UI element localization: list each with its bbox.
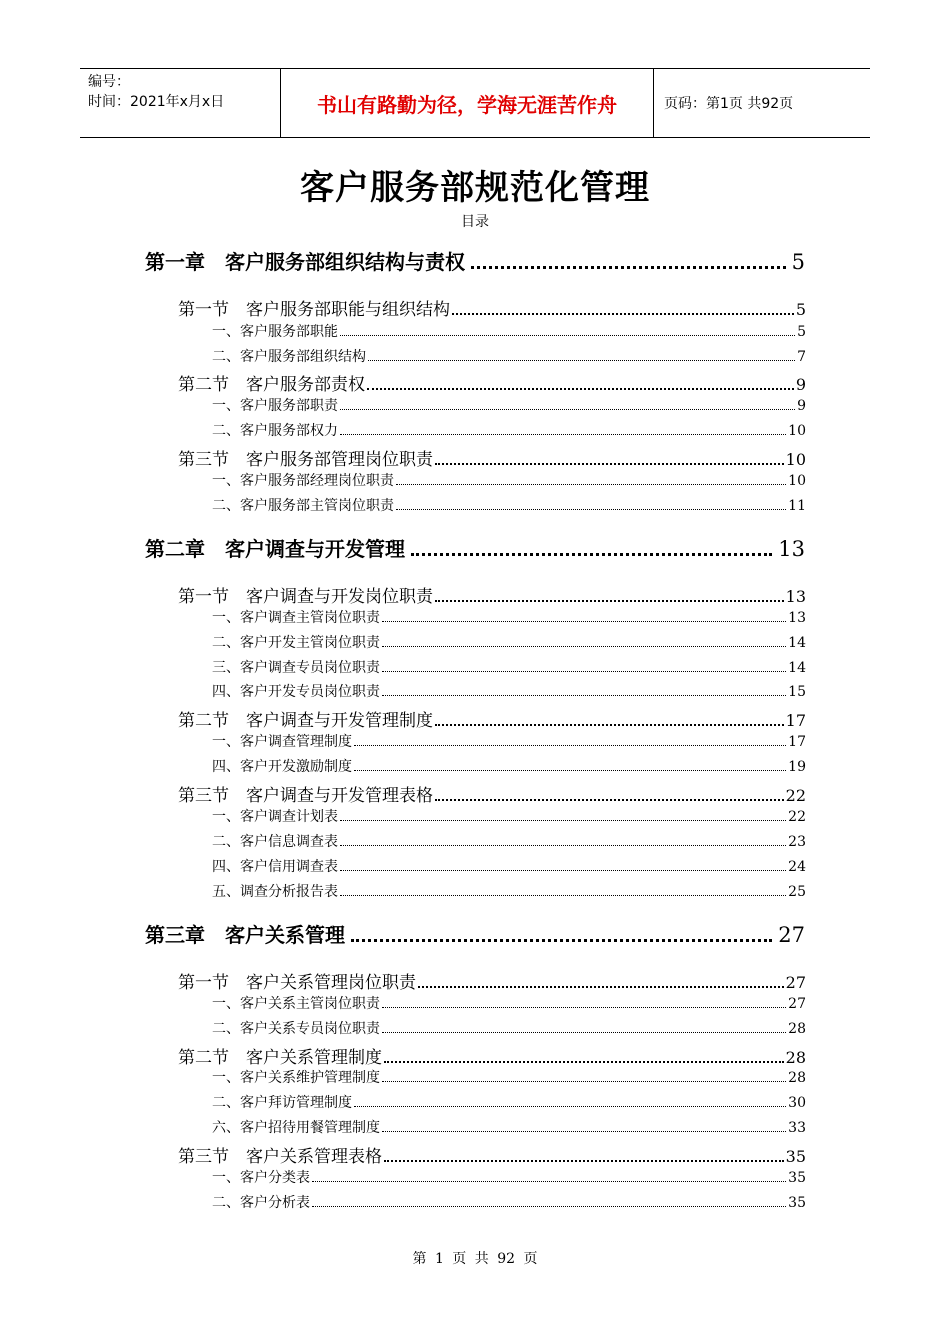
toc-entry-label: 第二节 客户服务部责权 <box>178 375 365 395</box>
toc-entry-label: 第三节 客户服务部管理岗位职责 <box>178 450 433 470</box>
toc-section[interactable] <box>178 295 806 319</box>
page-header <box>80 68 870 138</box>
dot-leader <box>471 254 786 269</box>
toc-entry-label: 二、客户信息调查表 <box>212 834 338 850</box>
header-motto: 书山有路勤为径，学海无涯苦作舟 <box>280 69 654 137</box>
toc-item[interactable] <box>212 881 806 903</box>
toc-item[interactable] <box>212 1018 806 1040</box>
toc-entry-label: 第二节 客户调查与开发管理制度 <box>178 711 433 731</box>
toc-page-number: 27 <box>778 923 805 947</box>
toc-item[interactable] <box>212 756 806 778</box>
toc-page-number: 33 <box>788 1120 806 1136</box>
dot-leader <box>312 1195 786 1207</box>
toc-page-number: 13 <box>785 587 806 606</box>
toc-item[interactable] <box>212 681 806 703</box>
toc-page-number: 5 <box>791 250 805 274</box>
toc-page-number: 9 <box>795 375 806 394</box>
toc-entry-label: 一、客户调查计划表 <box>212 809 338 825</box>
page-footer: 第 1 页 共 92 页 <box>412 1251 538 1267</box>
toc-item[interactable] <box>212 831 806 853</box>
toc-page-number: 27 <box>788 996 806 1012</box>
dot-leader <box>340 398 795 410</box>
toc-entry-label: 二、客户开发主管岗位职责 <box>212 635 380 651</box>
toc-entry-label: 第一节 客户调查与开发岗位职责 <box>178 587 433 607</box>
toc-entry-label: 一、客户分类表 <box>212 1170 310 1186</box>
dot-leader <box>382 1070 786 1082</box>
toc-entry-label: 第一节 客户服务部职能与组织结构 <box>178 300 450 320</box>
toc-item[interactable] <box>212 993 806 1015</box>
toc-entry-label: 一、客户服务部经理岗位职责 <box>212 473 394 489</box>
dot-leader <box>382 684 786 696</box>
toc-section[interactable] <box>178 582 806 606</box>
toc-chapter[interactable] <box>145 919 805 947</box>
toc-entry-label: 六、客户招待用餐管理制度 <box>212 1120 380 1136</box>
document-title: 客户服务部规范化管理 <box>300 168 650 208</box>
toc-entry-label: 第一章 客户服务部组织结构与责权 <box>145 250 465 274</box>
toc-entry-label: 二、客户服务部主管岗位职责 <box>212 498 394 514</box>
toc-entry-label: 一、客户关系维护管理制度 <box>212 1070 380 1086</box>
toc-item[interactable] <box>212 657 806 679</box>
dot-leader <box>382 635 786 647</box>
dot-leader <box>354 759 786 771</box>
dot-leader <box>382 1120 786 1132</box>
toc-entry-label: 二、客户拜访管理制度 <box>212 1095 352 1111</box>
toc-entry-label: 二、客户服务部权力 <box>212 423 338 439</box>
toc-entry-label: 第三章 客户关系管理 <box>145 923 345 947</box>
toc-subtitle: 目录 <box>461 214 489 230</box>
dot-leader <box>354 1095 786 1107</box>
dot-leader <box>340 324 795 336</box>
toc-item[interactable] <box>212 1067 806 1089</box>
toc-section[interactable] <box>178 781 806 805</box>
toc-chapter[interactable] <box>145 246 805 274</box>
toc-page-number: 14 <box>788 635 806 651</box>
toc-item[interactable] <box>212 470 806 492</box>
dot-leader <box>312 1170 786 1182</box>
dot-leader <box>435 451 784 465</box>
toc-item[interactable] <box>212 607 806 629</box>
toc-page-number: 13 <box>788 610 806 626</box>
dot-leader <box>340 859 786 871</box>
toc-page-number: 17 <box>785 711 806 730</box>
dot-leader <box>452 301 794 315</box>
toc-entry-label: 四、客户信用调查表 <box>212 859 338 875</box>
dot-leader <box>351 927 772 942</box>
toc-page-number: 13 <box>778 537 805 561</box>
number-label: 编号： <box>88 74 130 90</box>
toc-page-number: 25 <box>788 884 806 900</box>
toc-page-number: 27 <box>785 973 806 992</box>
toc-section[interactable] <box>178 968 806 992</box>
dot-leader <box>340 423 786 435</box>
toc-entry-label: 二、客户关系专员岗位职责 <box>212 1021 380 1037</box>
header-page-info: 页码：第1页 共92页 <box>664 96 794 112</box>
toc-entry-label: 第一节 客户关系管理岗位职责 <box>178 973 416 993</box>
toc-entry-label: 五、调查分析报告表 <box>212 884 338 900</box>
dot-leader <box>340 834 786 846</box>
header-meta <box>80 69 280 137</box>
dot-leader <box>354 734 786 746</box>
dot-leader <box>382 610 786 622</box>
toc-page-number: 35 <box>785 1147 806 1166</box>
toc-entry-label: 一、客户服务部职能 <box>212 324 338 340</box>
dot-leader <box>396 498 786 510</box>
toc-section[interactable] <box>178 1142 806 1166</box>
dot-leader <box>418 974 784 988</box>
toc-section[interactable] <box>178 370 806 394</box>
toc-item[interactable] <box>212 856 806 878</box>
toc-section[interactable] <box>178 445 806 469</box>
toc-entry-label: 第三节 客户调查与开发管理表格 <box>178 786 433 806</box>
toc-page-number: 28 <box>788 1021 806 1037</box>
toc-item[interactable] <box>212 395 806 417</box>
dot-leader <box>435 787 784 801</box>
toc-item[interactable] <box>212 321 806 343</box>
date-label: 时间：2021年x月x日 <box>88 94 225 110</box>
dot-leader <box>411 541 772 556</box>
toc-item[interactable] <box>212 1117 806 1139</box>
toc-page-number: 5 <box>795 300 806 319</box>
toc-item[interactable] <box>212 806 806 828</box>
toc-entry-label: 二、客户分析表 <box>212 1195 310 1211</box>
toc-page-number: 15 <box>788 684 806 700</box>
dot-leader <box>382 660 786 672</box>
toc-page-number: 10 <box>785 450 806 469</box>
toc-section[interactable] <box>178 706 806 730</box>
dot-leader <box>435 712 784 726</box>
toc-item[interactable] <box>212 731 806 753</box>
toc-page-number: 23 <box>788 834 806 850</box>
toc-page-number: 7 <box>797 349 806 365</box>
toc-entry-label: 第三节 客户关系管理表格 <box>178 1147 382 1167</box>
toc-page-number: 11 <box>788 498 806 514</box>
dot-leader <box>382 1021 786 1033</box>
toc-page-number: 17 <box>788 734 806 750</box>
toc-item[interactable] <box>212 495 806 517</box>
dot-leader <box>435 588 784 602</box>
dot-leader <box>340 884 786 896</box>
toc-item[interactable] <box>212 1092 806 1114</box>
toc-item[interactable] <box>212 346 806 368</box>
toc-entry-label: 第二章 客户调查与开发管理 <box>145 537 405 561</box>
toc-page-number: 14 <box>788 660 806 676</box>
toc-item[interactable] <box>212 1167 806 1189</box>
toc-entry-label: 三、客户调查专员岗位职责 <box>212 660 380 676</box>
toc-page-number: 30 <box>788 1095 806 1111</box>
dot-leader <box>367 376 794 390</box>
toc-entry-label: 二、客户服务部组织结构 <box>212 349 366 365</box>
toc-entry-label: 四、客户开发激励制度 <box>212 759 352 775</box>
toc-page-number: 22 <box>788 809 806 825</box>
dot-leader <box>384 1148 784 1162</box>
toc-page-number: 10 <box>788 473 806 489</box>
dot-leader <box>340 809 786 821</box>
dot-leader <box>382 996 786 1008</box>
toc-entry-label: 第二节 客户关系管理制度 <box>178 1048 382 1068</box>
dot-leader <box>396 473 786 485</box>
toc-page-number: 10 <box>788 423 806 439</box>
toc-entry-label: 一、客户调查主管岗位职责 <box>212 610 380 626</box>
toc-page-number: 9 <box>797 398 806 414</box>
toc-page-number: 35 <box>788 1195 806 1211</box>
toc-item[interactable] <box>212 420 806 442</box>
toc-entry-label: 一、客户调查管理制度 <box>212 734 352 750</box>
toc-page-number: 22 <box>785 786 806 805</box>
toc-item[interactable] <box>212 632 806 654</box>
toc-item[interactable] <box>212 1192 806 1214</box>
toc-entry-label: 四、客户开发专员岗位职责 <box>212 684 380 700</box>
toc-chapter[interactable] <box>145 533 805 561</box>
dot-leader <box>384 1049 784 1063</box>
toc-page-number: 35 <box>788 1170 806 1186</box>
dot-leader <box>368 349 795 361</box>
toc-page-number: 5 <box>797 324 806 340</box>
toc-section[interactable] <box>178 1043 806 1067</box>
toc-entry-label: 一、客户关系主管岗位职责 <box>212 996 380 1012</box>
toc-page-number: 28 <box>785 1048 806 1067</box>
toc-page-number: 19 <box>788 759 806 775</box>
toc-page-number: 28 <box>788 1070 806 1086</box>
toc-entry-label: 一、客户服务部职责 <box>212 398 338 414</box>
toc-page-number: 24 <box>788 859 806 875</box>
